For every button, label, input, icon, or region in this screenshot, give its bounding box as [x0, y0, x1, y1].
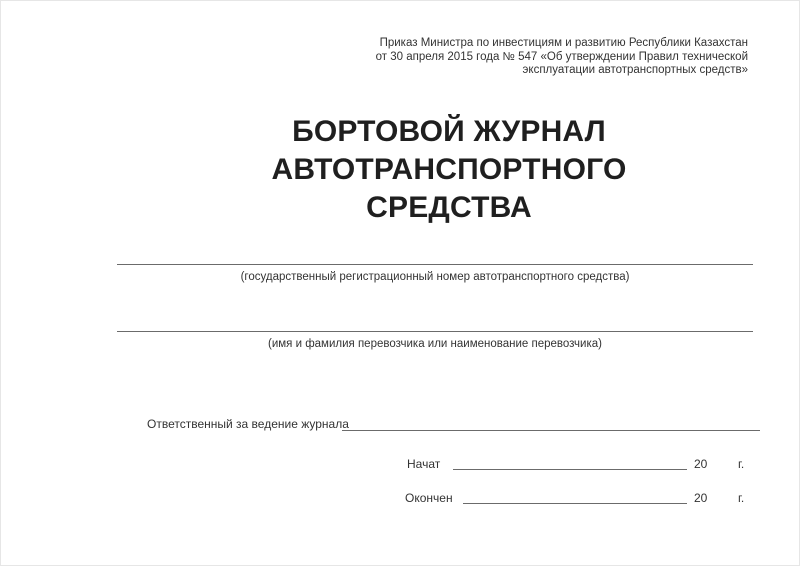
document-title	[0, 113, 800, 227]
started-year-prefix: 20	[694, 457, 708, 471]
document-title-line-3: СРЕДСТВА	[366, 191, 532, 224]
document-title-line-2: АВТОТРАНСПОРТНОГО	[271, 153, 627, 186]
finished-year-suffix: г.	[738, 491, 745, 505]
document-title-line-1: БОРТОВОЙ ЖУРНАЛ	[292, 115, 606, 148]
started-label: Начат	[407, 457, 441, 471]
order-reference-line-2: от 30 апреля 2015 года № 547 «Об утверждении Правил технической	[375, 50, 748, 63]
registration-number-caption: (государственный регистрационный номер автотранспортного средства)	[240, 271, 630, 283]
finished-label: Окончен	[405, 491, 453, 505]
order-reference-line-3: эксплуатации автотранспортных средств»	[522, 64, 748, 76]
responsible-person-label: Ответственный за ведение журнала	[147, 417, 349, 431]
started-date-line	[453, 469, 687, 470]
finished-year-prefix: 20	[694, 491, 708, 505]
finished-date-line	[463, 503, 687, 504]
order-reference-line-1: Приказ Министра по инвестициям и развитию Республики Казахстан	[379, 37, 748, 49]
order-reference	[288, 37, 748, 78]
registration-number-line	[117, 264, 753, 265]
carrier-name-line	[117, 331, 753, 332]
carrier-name-caption: (имя и фамилия перевозчика или наименование перевозчика)	[268, 338, 602, 350]
started-year-suffix: г.	[738, 457, 745, 471]
responsible-person-line	[342, 430, 760, 431]
